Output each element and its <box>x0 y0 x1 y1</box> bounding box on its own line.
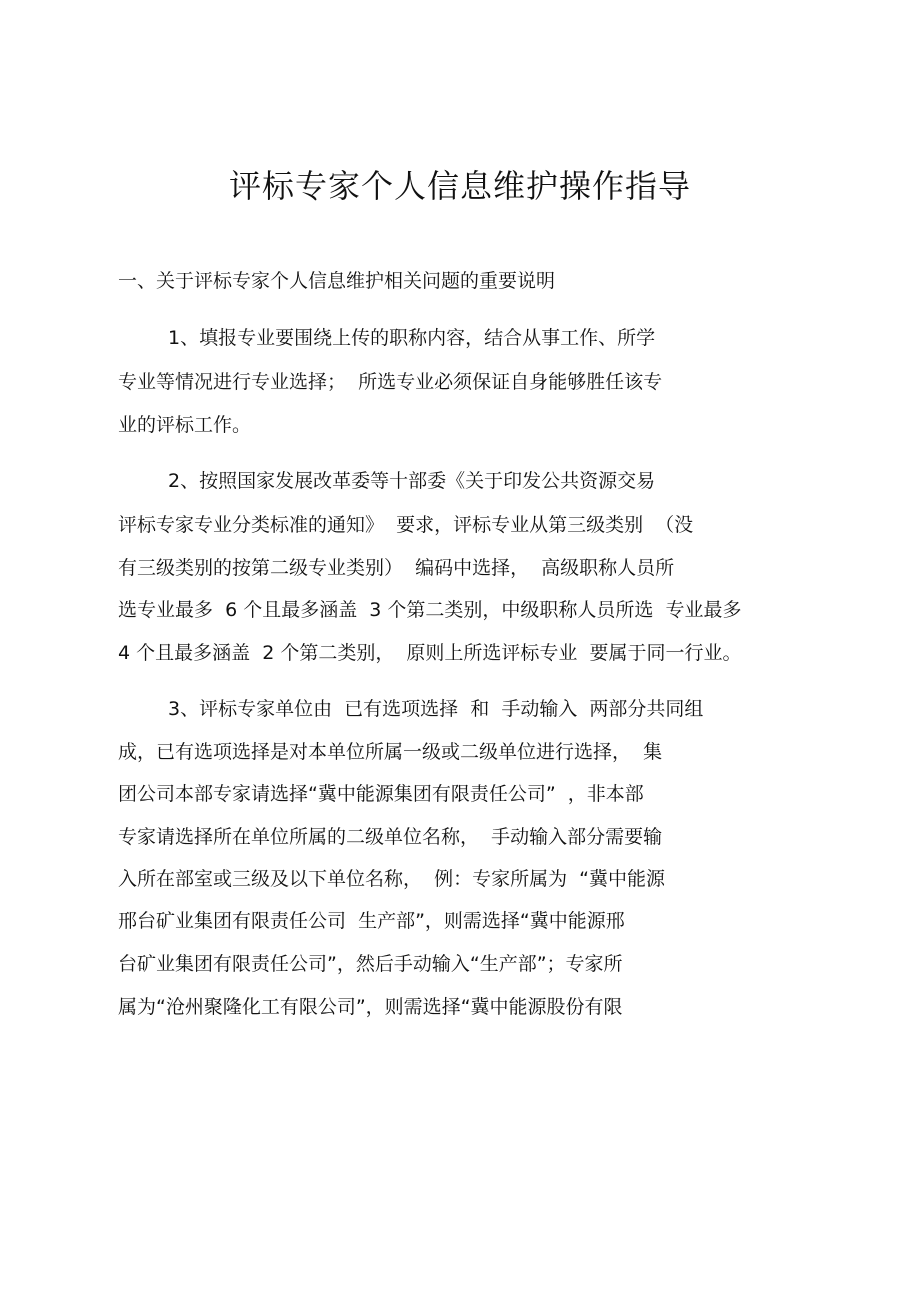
section-heading: 一、关于评标专家个人信息维护相关问题的重要说明 <box>118 270 556 292</box>
paragraph-2-line-3: 有三级类别的按第二级专业类别） 编码中选择， 高级职称人员所 <box>118 557 675 579</box>
paragraph-3-line-1: 3、评标专家单位由 已有选项选择 和 手动输入 两部分共同组 <box>168 698 704 720</box>
paragraph-1-line-2: 专业等情况进行专业选择； 所选专业必须保证自身能够胜任该专 <box>118 371 663 393</box>
paragraph-1-line-1: 1、填报专业要围绕上传的职称内容，结合从事工作、所学 <box>168 327 656 349</box>
paragraph-3-line-2: 成，已有选项选择是对本单位所属一级或二级单位进行选择， 集 <box>118 741 663 763</box>
paragraph-2-line-1: 2、按照国家发展改革委等十部委《关于印发公共资源交易 <box>168 470 656 492</box>
paragraph-2-line-2: 评标专家专业分类标准的通知》 要求，评标专业从第三级类别 （没 <box>118 514 694 536</box>
paragraph-3-line-8: 属为“沧州聚隆化工有限公司”，则需选择“冀中能源股份有限 <box>118 996 623 1018</box>
paragraph-2-line-5: 4 个且最多涵盖 2 个第二类别， 原则上所选评标专业 要属于同一行业。 <box>118 642 742 664</box>
paragraph-2-line-4: 选专业最多 6 个且最多涵盖 3 个第二类别，中级职称人员所选 专业最多 <box>118 599 742 621</box>
paragraph-3-line-5: 入所在部室或三级及以下单位名称， 例：专家所属为 “冀中能源 <box>118 868 666 890</box>
paragraph-3-line-4: 专家请选择所在单位所属的二级单位名称， 手动输入部分需要输 <box>118 826 663 848</box>
paragraph-1-line-3: 业的评标工作。 <box>118 414 252 436</box>
paragraph-3-line-3: 团公司本部专家请选择“冀中能源集团有限责任公司” ，非本部 <box>118 783 644 805</box>
document-title: 评标专家个人信息维护操作指导 <box>228 167 691 205</box>
paragraph-3-line-6: 邢台矿业集团有限责任公司 生产部”，则需选择“冀中能源邢 <box>118 910 625 932</box>
paragraph-3-line-7: 台矿业集团有限责任公司”，然后手动输入“生产部”；专家所 <box>118 953 623 975</box>
